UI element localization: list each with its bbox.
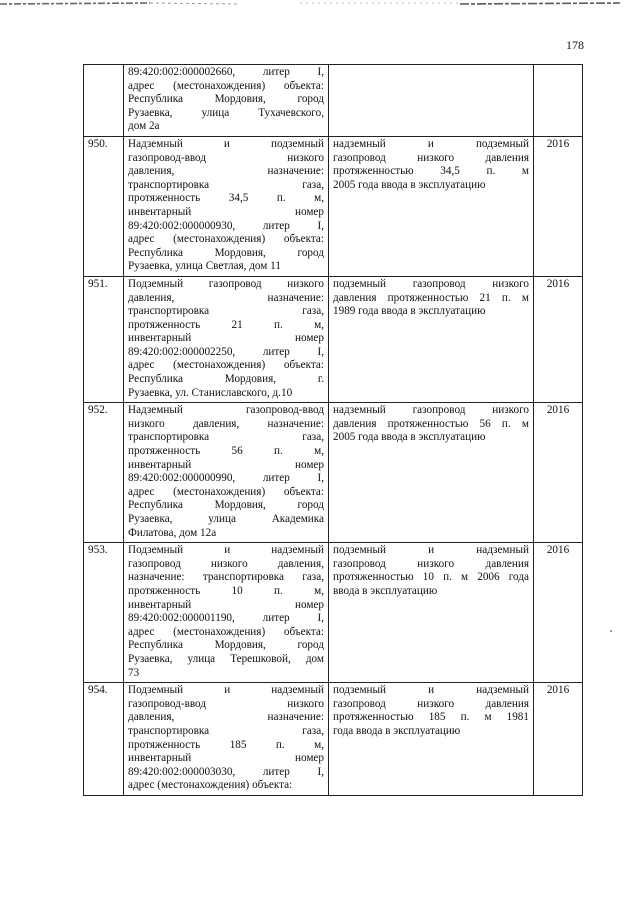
- text-line: Республика Мордовия, город: [128, 639, 324, 652]
- text-line: инвентарный номер: [128, 752, 324, 765]
- text-line: ввода в эксплуатацию: [333, 584, 438, 597]
- object-description: [124, 683, 329, 796]
- object-description: [124, 276, 329, 402]
- text-line: Республика Мордовия, город: [128, 499, 324, 512]
- row-number: 952.: [84, 403, 124, 543]
- text-line: протяженность 56 п. м,: [128, 445, 324, 458]
- scan-artifact-top: [0, 0, 640, 14]
- text-line: газопровод низкого давления: [333, 151, 529, 164]
- text-line: Рузаевка, ул. Станиславского, д.10: [128, 386, 293, 399]
- row-number: 953.: [84, 543, 124, 683]
- object-details: [329, 65, 534, 137]
- text-line: Подземный и надземный: [128, 544, 324, 557]
- text-line: протяженность 10 п. м,: [128, 584, 324, 597]
- text-line: адрес (местонахождения) объекта:: [128, 359, 324, 372]
- text-line: Рузаевка, улица Светлая, дом 11: [128, 260, 281, 273]
- text-line: адрес (местонахождения) объекта:: [128, 233, 324, 246]
- text-line: 89:420:002:000000990, литер I,: [128, 472, 324, 485]
- text-line: Филатова, дом 12а: [128, 526, 217, 539]
- text-line: Республика Мордовия, город: [128, 246, 324, 259]
- text-line: давления, назначение:: [128, 291, 324, 304]
- object-description: [124, 65, 329, 137]
- table-row: [84, 136, 583, 276]
- text-line: 89:420:002:000001190, литер I,: [128, 612, 324, 625]
- text-line: 73: [128, 666, 140, 679]
- object-details: [329, 136, 534, 276]
- row-number: [84, 65, 124, 137]
- text-line: транспортировка газа,: [128, 178, 324, 191]
- text-line: протяженность 34,5 п. м,: [128, 192, 324, 205]
- text-line: адрес (местонахождения) объекта:: [128, 485, 324, 498]
- registry-table: [83, 64, 583, 796]
- text-line: назначение: транспортировка газа,: [128, 571, 324, 584]
- table-row: [84, 403, 583, 543]
- text-line: инвентарный номер: [128, 458, 324, 471]
- text-line: давления, назначение:: [128, 711, 324, 724]
- text-line: транспортировка газа,: [128, 724, 324, 737]
- year-cell: 2016: [534, 543, 583, 683]
- text-line: Подземный и надземный: [128, 684, 324, 697]
- text-line: протяженность 21 п. м,: [128, 318, 324, 331]
- text-line: протяженностью 185 п. м 1981: [333, 711, 529, 724]
- text-line: надземный и подземный: [333, 137, 529, 150]
- year-cell: [534, 65, 583, 137]
- text-line: года ввода в эксплуатацию: [333, 724, 461, 737]
- text-line: адрес (местонахождения) объекта:: [128, 625, 324, 638]
- text-line: давления протяженностью 21 п. м: [333, 291, 529, 304]
- object-details: [329, 276, 534, 402]
- object-details: [329, 543, 534, 683]
- text-line: адрес (местонахождения) объекта:: [128, 79, 324, 92]
- text-line: транспортировка газа,: [128, 305, 324, 318]
- text-line: адрес (местонахождения) объекта:: [128, 779, 293, 792]
- text-line: протяженность 185 п. м,: [128, 738, 324, 751]
- text-line: 2005 года ввода в эксплуатацию: [333, 178, 486, 191]
- text-line: транспортировка газа,: [128, 431, 324, 444]
- text-line: 89:420:002:000000930, литер I,: [128, 219, 324, 232]
- page-number: 178: [566, 38, 584, 52]
- text-line: Подземный газопровод низкого: [128, 277, 324, 290]
- text-line: протяженностью 10 п. м 2006 года: [333, 571, 529, 584]
- text-line: газопровод низкого давления: [333, 557, 529, 570]
- text-line: 89:420:002:000002660, литер I,: [128, 66, 324, 78]
- text-line: дом 2а: [128, 120, 160, 133]
- text-line: 2005 года ввода в эксплуатацию: [333, 431, 486, 444]
- text-line: Республика Мордовия, г.: [128, 373, 324, 386]
- text-line: 89:420:002:000002250, литер I,: [128, 345, 324, 358]
- object-description: [124, 543, 329, 683]
- scan-speck: [610, 630, 612, 632]
- year-cell: 2016: [534, 276, 583, 402]
- table-row: [84, 683, 583, 796]
- object-description: [124, 136, 329, 276]
- text-line: надземный газопровод низкого: [333, 404, 529, 417]
- text-line: низкого давления, назначение:: [128, 417, 324, 430]
- text-line: Надземный и подземный: [128, 137, 324, 150]
- text-line: Рузаевка, улица Академика: [128, 513, 324, 525]
- text-line: инвентарный номер: [128, 598, 324, 611]
- text-line: Рузаевка, улица Терешковой, дом: [128, 652, 324, 665]
- object-details: [329, 683, 534, 796]
- object-details: [329, 403, 534, 543]
- text-line: подземный газопровод низкого: [333, 277, 529, 290]
- row-number: 951.: [84, 276, 124, 402]
- text-line: давления протяженностью 56 п. м: [333, 417, 529, 430]
- text-line: давления, назначение:: [128, 165, 324, 178]
- text-line: газопровод-ввод низкого: [128, 697, 324, 710]
- table-row: [84, 276, 583, 402]
- text-line: Республика Мордовия, город: [128, 93, 324, 106]
- year-cell: 2016: [534, 136, 583, 276]
- text-line: инвентарный номер: [128, 332, 324, 345]
- year-cell: 2016: [534, 403, 583, 543]
- text-line: Надземный газопровод-ввод: [128, 404, 324, 417]
- text-line: газопровод низкого давления: [333, 697, 529, 710]
- object-description: [124, 403, 329, 543]
- table-row: [84, 543, 583, 683]
- year-cell: 2016: [534, 683, 583, 796]
- table-row: [84, 65, 583, 137]
- row-number: 954.: [84, 683, 124, 796]
- row-number: 950.: [84, 136, 124, 276]
- text-line: газопровод-ввод низкого: [128, 151, 324, 164]
- text-line: газопровод низкого давления,: [128, 557, 324, 570]
- text-line: 1989 года ввода в эксплуатацию: [333, 305, 486, 318]
- text-line: 89:420:002:000003030, литер I,: [128, 765, 324, 778]
- text-line: Рузаевка, улица Тухачевского,: [128, 106, 324, 119]
- text-line: подземный и надземный: [333, 544, 529, 557]
- text-line: инвентарный номер: [128, 205, 324, 218]
- text-line: протяженностью 34,5 п. м: [333, 165, 529, 178]
- text-line: подземный и надземный: [333, 684, 529, 697]
